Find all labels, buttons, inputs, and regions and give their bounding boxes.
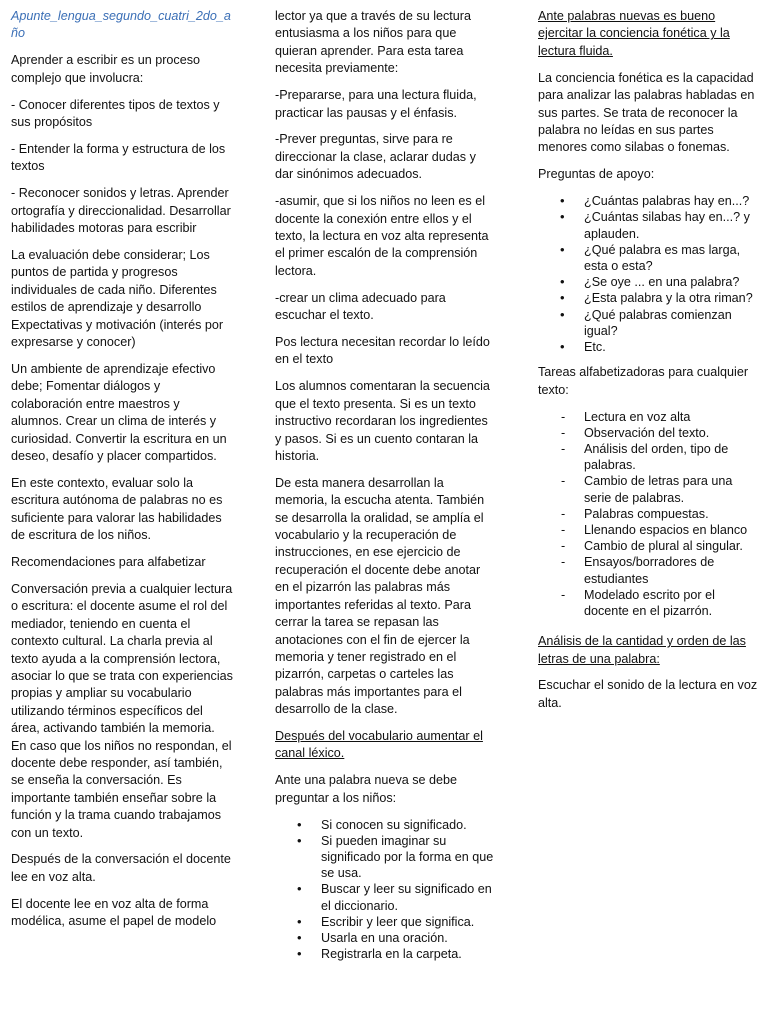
list-item: • ¿Qué palabras comienzan igual? [538,307,760,339]
paragraph: -Prever preguntas, sirve para re direccionar la clase, aclarar dudas y dar sinónimos adecuados. [275,132,476,182]
list-item: - Lectura en voz alta [538,409,760,425]
paragraph: Un ambiente de aprendizaje efectivo debe; Fomentar diálogos y colaboración entre maestros y alumnos. Crear un clima de interés y curiosidad. Convertir la escritura en un deseo, desafío y placer compartidos. [11,361,227,463]
list-item: • Buscar y leer su significado en el diccionario. [275,881,497,913]
paragraph: Preguntas de apoyo: [538,167,655,182]
paragraph: Conversación previa a cualquier lectura o escritura: el docente asume el rol del mediador, teniendo en cuenta el contexto cultural. La charla previa al texto ayuda a la comprensión lectora, asociar lo que se trata con experiencias propias y ampliar su vocabulario utilizando términos específicos del área, activando también la memoria. En caso que los niños no respondan, el docente debe responder, así también, se enseña la conversación. Es importante también enseñar sobre la función y la trama cuando trabajamos con un texto. [11,581,233,840]
list-item: - Cambio de plural al singular. [538,538,760,554]
paragraph: Tareas alfabetizadoras para cualquier texto: [538,365,749,397]
list-item: - Modelado escrito por el docente en el pizarrón. [538,587,760,619]
list-item: • ¿Cuántas palabras hay en...? [538,193,760,209]
paragraph: -crear un clima adecuado para escuchar el texto. [275,290,446,323]
paragraph: -Prepararse, para una lectura fluida, practicar las pausas y el énfasis. [275,88,477,120]
section-heading: Análisis de la cantidad y orden de las letras de una palabra: [538,634,746,666]
list-item: • Etc. [538,339,760,355]
list-item: • ¿Qué palabra es mas larga, esta o esta? [538,242,760,274]
paragraph: El docente lee en voz alta de forma modélica, asume el papel de modelo [11,896,217,929]
paragraph: Después de la conversación el docente lee en voz alta. [11,852,231,884]
list-item: • ¿Cuántas silabas hay en...? y aplauden. [538,209,760,241]
list-item: - Llenando espacios en blanco [538,522,760,538]
paragraph: La conciencia fonética es la capacidad para analizar las palabras habladas en sus partes. Se trata de reconocer la palabra no leídas en sus partes menores como silabas o fonemas. [538,70,755,155]
paragraph: Escuchar el sonido de la lectura en voz alta. [538,678,758,710]
section-heading: Recomendaciones para alfabetizar [11,554,206,569]
paragraph: Ante una palabra nueva se debe preguntar a los niños: [275,773,458,805]
list-item: • Usarla en una oración. [275,930,497,946]
list-item: • Registrarla en la carpeta. [275,946,497,962]
list-item: • Escribir y leer que significa. [275,914,497,930]
paragraph: De esta manera desarrollan la memoria, la escucha atenta. También se desarrolla la oralidad, se amplía el vocabulario y la recuperación de instrucciones, en ese ejercicio de recuperación el docente debe anotar en el pizarrón las palabras más importantes referidas al texto. Para cerrar la tarea se repasan las anotaciones con el fin de ejercer la memoria y tener registrado en el pizarrón, carpetas o carteles las palabras más importantes para el desarrollo de la clase. [275,475,485,717]
section-heading: Después del vocabulario aumentar el canal léxico. [275,729,483,761]
paragraph: Aprender a escribir es un proceso complejo que involucra: [11,53,201,85]
paragraph: Pos lectura necesitan recordar lo leído en el texto [275,335,490,367]
list-item: - Ensayos/borradores de estudiantes [538,554,760,586]
list-item: - Cambio de letras para una serie de palabras. [538,473,760,505]
bullet-list [538,193,760,355]
column-left [11,8,233,940]
list-item: - Palabras compuestas. [538,506,760,522]
list-item: - Análisis del orden, tipo de palabras. [538,441,760,473]
bullet-list [275,817,497,963]
dash-list [538,409,760,620]
list-item: • ¿Esta palabra y la otra riman? [538,290,760,306]
paragraph: La evaluación debe considerar; Los puntos de partida y progresos individuales de cada niño. Diferentes estilos de aprendizaje y desarrollo Expectativas y motivación (interés por expresarse y conocer) [11,247,224,349]
column-right [538,8,760,722]
paragraph: lector ya que a través de su lectura entusiasma a los niños para que quieran aprender. Para esta tarea necesita previamente: [275,9,472,76]
list-item: • Si pueden imaginar su significado por la forma en que se usa. [275,833,497,882]
list-item: - Observación del texto. [538,425,760,441]
column-middle [275,8,497,971]
document-title: Apunte_lengua_segundo_cuatri_2do_año [11,9,231,41]
paragraph: -asumir, que si los niños no leen es el docente la conexión entre ellos y el texto, la lectura en voz alta representa el primer escalón de la comprensión lectora. [275,194,489,278]
list-item: • ¿Se oye ... en una palabra? [538,274,760,290]
paragraph: - Entender la forma y estructura de los textos [11,141,226,174]
paragraph: En este contexto, evaluar solo la escritura autónoma de palabras no es suficiente para valorar las habilidades de escritura de los niños. [11,475,223,543]
paragraph: Los alumnos comentaran la secuencia que el texto presenta. Si es un texto instructivo recordaran los ingredientes y pasos. Si es un cuento contaran la historia. [275,379,490,463]
section-heading: Ante palabras nuevas es bueno ejercitar la conciencia fonética y la lectura fluida. [538,9,730,58]
paragraph: - Reconocer sonidos y letras. Aprender ortografía y direccionalidad. Desarrollar habilidades motoras para escribir [11,186,231,236]
list-item: • Si conocen su significado. [275,817,497,833]
paragraph: - Conocer diferentes tipos de textos y sus propósitos [11,97,220,130]
